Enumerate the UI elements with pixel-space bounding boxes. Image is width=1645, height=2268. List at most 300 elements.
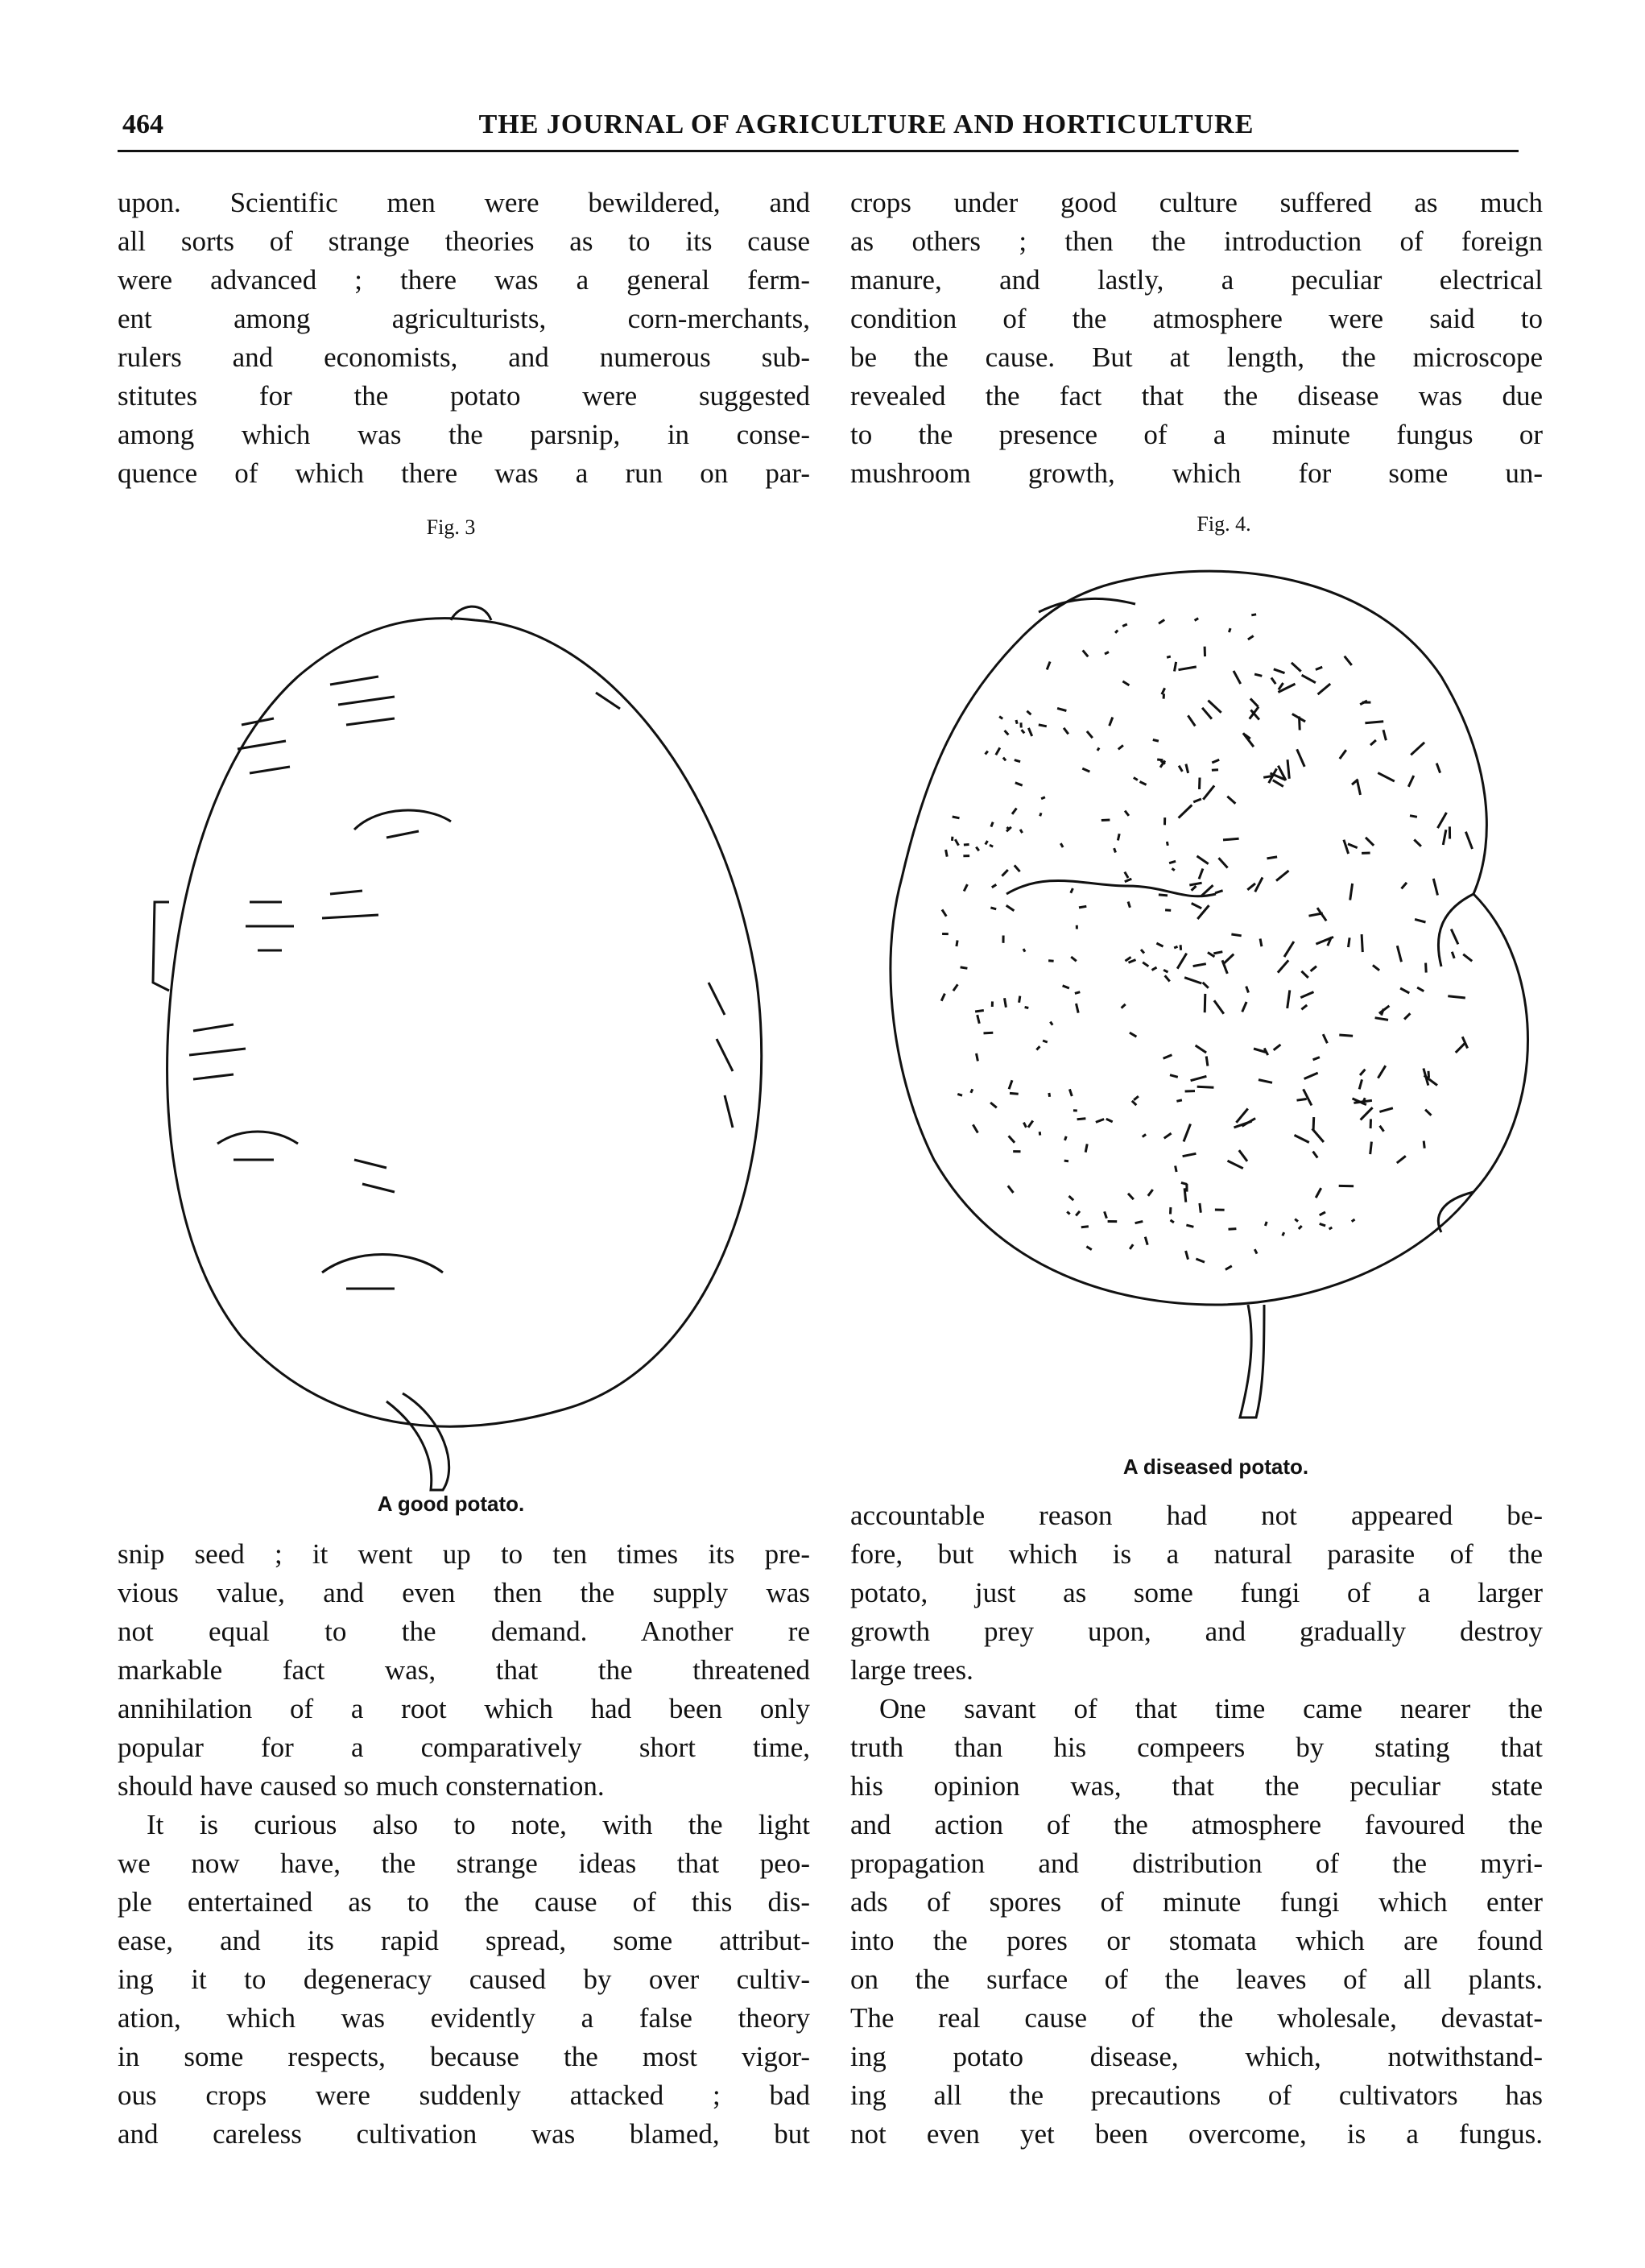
fungus-speckle [1228, 1161, 1243, 1169]
text-line: and action of the atmosphere favoured the [850, 1809, 1543, 1840]
fungus-speckle [1077, 1004, 1079, 1013]
fungus-speckle [1071, 957, 1077, 961]
fungus-speckle [1320, 1223, 1325, 1226]
fungus-speckle [1039, 725, 1047, 726]
fungus-speckle [1229, 628, 1230, 632]
fungus-speckle [1186, 1251, 1188, 1260]
fungus-speckle [1380, 1126, 1384, 1132]
fungus-speckle [1023, 949, 1025, 952]
fungus-speckle [999, 717, 1002, 719]
fungus-speckle [953, 817, 960, 818]
fungus-speckle [1184, 978, 1201, 983]
fungus-speckle [1069, 1089, 1072, 1096]
fungus-speckle [971, 1089, 973, 1093]
fungus-speckle [1159, 620, 1164, 624]
left-column-bottom-text [118, 1535, 810, 2154]
text-line: condition of the atmosphere were said to [850, 303, 1543, 334]
fungus-speckle [1176, 1100, 1182, 1101]
fungus-speckle [1036, 1046, 1039, 1049]
text-line: his opinion was, that the peculiar state [850, 1770, 1543, 1802]
fungus-speckle [1414, 840, 1421, 846]
text-line: on the surface of the leaves of all plants. [850, 1964, 1543, 1995]
fungus-speckle [1254, 1249, 1257, 1254]
fungus-speckle [1174, 946, 1177, 948]
right-column-top-text [850, 184, 1543, 493]
fungus-speckle [1229, 1229, 1237, 1230]
fungus-speckle [1255, 877, 1263, 892]
fungus-speckle [1195, 619, 1199, 621]
fungus-speckle [1128, 1194, 1134, 1199]
fungus-speckle [1165, 910, 1171, 911]
fungus-speckle [1378, 1066, 1385, 1078]
fungus-speckle [1373, 965, 1379, 970]
fungus-speckle [1130, 1033, 1137, 1037]
fungus-speckle [1197, 856, 1209, 864]
fungus-speckle [1005, 998, 1006, 1008]
fungus-speckle [1164, 1133, 1172, 1138]
fungus-speckle [1047, 662, 1050, 670]
fungus-speckle [1345, 656, 1352, 665]
fungus-speckle [1096, 1120, 1104, 1123]
text-line: ous crops were suddenly attacked ; bad [118, 2080, 810, 2111]
left-column-top-text [118, 184, 810, 493]
fungus-speckle [1039, 1132, 1040, 1135]
fungus-speckle [1118, 745, 1123, 749]
fungus-speckle [1318, 684, 1331, 694]
good-potato-illustration [145, 564, 805, 1498]
fungus-speckle [1208, 701, 1221, 713]
fungus-speckle [1206, 1057, 1208, 1066]
fungus-speckle [1125, 872, 1128, 878]
fungus-speckle [1192, 886, 1197, 891]
fungus-speckle [1254, 674, 1262, 676]
fungus-speckle [1428, 1071, 1429, 1078]
fungus-speckle [1200, 778, 1201, 789]
fungus-speckle [1023, 1123, 1026, 1128]
fungus-speckle [1379, 1006, 1390, 1014]
text-line: all sorts of strange theories as to its cause [118, 226, 810, 257]
fungus-speckle [1203, 785, 1214, 799]
fungus-speckle [1408, 776, 1414, 787]
text-line: markable fact was, that the threatened [118, 1654, 810, 1686]
fungus-speckle [1126, 957, 1131, 961]
fungus-speckle [1397, 946, 1401, 962]
fungus-speckle [1313, 1152, 1318, 1158]
fungus-speckle [1300, 992, 1313, 998]
fungus-speckle [1415, 919, 1425, 922]
fungus-speckle [1242, 1119, 1256, 1127]
text-line: propagation and distribution of the myri- [850, 1848, 1543, 1879]
text-line: ing it to degeneracy caused by over cultiv- [118, 1964, 810, 1995]
fungus-speckle [1110, 718, 1113, 726]
fungus-speckle [1085, 1144, 1087, 1152]
text-line: be the cause. But at length, the microscope [850, 341, 1543, 373]
fungus-speckle [1260, 939, 1262, 947]
fungus-speckle [1188, 715, 1195, 726]
fungus-speckle [941, 994, 944, 1001]
fungus-speckle [1175, 662, 1176, 672]
text-line: revealed the fact that the disease was due [850, 380, 1543, 412]
text-line: mushroom growth, which for some un- [850, 457, 1543, 489]
fungus-speckle [1279, 683, 1283, 689]
fungus-speckle [1083, 650, 1089, 656]
fungus-speckle [1143, 962, 1148, 966]
fungus-speckle [986, 751, 988, 755]
fungus-speckle [1049, 1093, 1050, 1097]
fungus-speckle [1203, 983, 1209, 988]
fungus-speckle [1097, 748, 1099, 751]
fungus-speckle [1122, 624, 1127, 627]
text-line: ent among agriculturists, corn-merchants, [118, 303, 810, 334]
fungus-speckle [1219, 858, 1228, 867]
text-line: and careless cultivation was blamed, but [118, 2118, 810, 2150]
fungus-speckle [1191, 1076, 1207, 1080]
fungus-speckle [1172, 868, 1175, 870]
fungus-speckle [1012, 809, 1017, 814]
fungus-speckle [1028, 1121, 1033, 1128]
fungus-speckle [1165, 975, 1170, 981]
text-line: popular for a comparatively short time, [118, 1732, 810, 1763]
fungus-speckle [1370, 740, 1376, 745]
text-line: The real cause of the wholesale, devastat- [850, 2002, 1543, 2034]
text-line: ease, and its rapid spread, some attribut- [118, 1925, 810, 1956]
fungus-speckle [1064, 728, 1068, 735]
fungus-speckle [1153, 740, 1159, 742]
fungus-speckle [1075, 992, 1080, 994]
fungus-speckle [1361, 1107, 1373, 1120]
text-line: should have caused so much consternation. [118, 1770, 605, 1802]
fungus-speckle [1019, 996, 1020, 1003]
fungus-speckle [1015, 783, 1023, 785]
fungus-speckle [1202, 708, 1212, 719]
fungus-speckle [1417, 987, 1424, 991]
fungus-speckle [1250, 698, 1259, 706]
fungus-speckle [1067, 1212, 1070, 1215]
fungus-speckle [1008, 1186, 1014, 1193]
fungus-speckle [942, 909, 946, 916]
fungus-speckle [1436, 764, 1440, 773]
figure-3-caption: A good potato. [377, 1492, 525, 1516]
fungus-speckle [1352, 1219, 1355, 1222]
fungus-speckle [977, 1053, 978, 1062]
fungus-speckle [1135, 1221, 1143, 1223]
fungus-speckle [1152, 967, 1157, 971]
fungus-speckle [1076, 1211, 1080, 1216]
fungus-speckle [1060, 843, 1063, 847]
text-line: One savant of that time came nearer the [879, 1693, 1543, 1724]
fungus-speckle [1316, 667, 1322, 669]
fungus-speckle [1082, 768, 1089, 772]
text-line: growth prey upon, and gradually destroy [850, 1616, 1543, 1647]
fungus-speckle [946, 850, 948, 857]
fungus-speckle [1189, 883, 1201, 885]
text-line: ing all the precautions of cultivators has [850, 2080, 1543, 2111]
fungus-speckle [973, 1124, 977, 1132]
fungus-speckle [1245, 735, 1250, 739]
fungus-speckle [1404, 1013, 1410, 1019]
text-line: not even yet been overcome, is a fungus. [850, 2118, 1543, 2150]
text-line: into the pores or stomata which are found [850, 1925, 1543, 1956]
fungus-speckle [1242, 1002, 1246, 1012]
fungus-speckle [1236, 1109, 1247, 1123]
fungus-speckle [1370, 1142, 1372, 1155]
fungus-speckle [1193, 799, 1201, 802]
fungus-speckle [1208, 953, 1215, 957]
text-line: stitutes for the potato were suggested [118, 380, 810, 412]
text-line: were advanced ; there was a general ferm- [118, 264, 810, 296]
fungus-speckle [996, 747, 1000, 755]
text-line: truth than his compeers by stating that [850, 1732, 1543, 1763]
figure-3-label: Fig. 3 [426, 515, 476, 539]
fungus-speckle [1193, 964, 1206, 966]
fungus-speckle [990, 908, 996, 909]
fungus-speckle [1443, 830, 1446, 845]
fungus-speckle [1297, 1099, 1307, 1101]
fungus-speckle [1145, 1237, 1147, 1245]
text-line: annihilation of a root which had been only [118, 1693, 810, 1724]
fungus-speckle [1340, 750, 1346, 759]
fungus-speckle [1105, 1211, 1107, 1218]
fungus-speckle [1278, 960, 1288, 972]
text-line: in some respects, because the most vigor- [118, 2041, 810, 2072]
fungus-speckle [1167, 842, 1168, 846]
fungus-speckle [1015, 760, 1020, 762]
fungus-speckle [1057, 708, 1066, 710]
fungus-speckle [1224, 954, 1234, 963]
fungus-speckle [1360, 701, 1367, 705]
fungus-speckle [1040, 813, 1041, 816]
fungus-speckle [1128, 902, 1130, 908]
fungus-speckle [1378, 773, 1395, 782]
fungus-speckle [1247, 884, 1255, 890]
text-line: large trees. [850, 1654, 973, 1686]
fungus-speckle [1157, 759, 1163, 760]
text-line: manure, and lastly, a peculiar electrical [850, 264, 1543, 296]
fungus-speckle [1264, 1048, 1268, 1055]
running-head: THE JOURNAL OF AGRICULTURE AND HORTICULTURE [478, 110, 1254, 139]
fungus-speckle [1010, 1093, 1019, 1094]
fungus-speckle [1465, 832, 1472, 849]
fungus-speckle [1002, 870, 1007, 876]
fungus-speckle [1301, 971, 1308, 978]
fungus-speckle [1179, 766, 1182, 772]
fungus-speckle [1176, 1166, 1177, 1173]
fungus-speckle [1043, 1041, 1048, 1042]
fungus-speckle [1125, 879, 1132, 882]
fungus-speckle [1276, 871, 1289, 881]
fungus-speckle [1118, 834, 1119, 840]
fungus-speckle [1295, 1135, 1309, 1142]
fungus-speckle [1186, 764, 1188, 773]
fungus-speckle [992, 884, 997, 888]
fungus-speckle [1183, 1153, 1197, 1156]
fungus-speckle [1329, 1227, 1333, 1229]
fungus-speckle [1200, 1203, 1201, 1213]
right-column-bottom-text [850, 1496, 1543, 2154]
fungus-speckle [1050, 1022, 1052, 1025]
fungus-speckle [1309, 913, 1323, 916]
fungus-speckle [1231, 934, 1241, 936]
fungus-speckle [1433, 879, 1437, 896]
fungus-speckle [1101, 820, 1110, 821]
fungus-speckle [1134, 778, 1138, 780]
fungus-speckle [1360, 1070, 1365, 1075]
fungus-speckle [1192, 904, 1202, 908]
fungus-speckle [1027, 711, 1031, 714]
fungus-speckle [1213, 952, 1222, 954]
fungus-speckle [1304, 1073, 1318, 1078]
fungus-speckle [1171, 1220, 1174, 1223]
fungus-speckle [1239, 1150, 1247, 1161]
fungus-speckle [1212, 770, 1218, 771]
fungus-speckle [1063, 986, 1069, 988]
fungus-speckle [1426, 963, 1427, 973]
fungus-speckle [1114, 848, 1116, 852]
fungus-speckle [1299, 1226, 1302, 1229]
text-line: vious value, and even then the supply was [118, 1577, 810, 1608]
fungus-speckle [1283, 1232, 1284, 1235]
fungus-speckle [1196, 1259, 1205, 1262]
fungus-speckle [1163, 1055, 1172, 1059]
fungus-speckle [1022, 730, 1025, 733]
fungus-speckle [1234, 671, 1241, 684]
fungus-speckle [1186, 1225, 1193, 1227]
fungus-speckle [1009, 1080, 1012, 1089]
fungus-speckle [1162, 688, 1165, 694]
fungus-speckle [1179, 667, 1197, 670]
text-line: crops under good culture suffered as much [850, 187, 1543, 218]
figure-4-label: Fig. 4. [1197, 512, 1251, 536]
fungus-speckle [1148, 1190, 1153, 1196]
fungus-speckle [953, 984, 958, 991]
text-line: among which was the parsnip, in conse- [118, 419, 810, 450]
fungus-speckle [1397, 1156, 1406, 1163]
fungus-speckle [1079, 906, 1086, 908]
text-line: ing potato disease, which, notwithstand- [850, 2041, 1543, 2072]
fungus-speckle [1122, 681, 1129, 685]
fungus-speckle [1297, 749, 1305, 767]
fungus-speckle [1456, 1042, 1466, 1053]
fungus-speckle [1375, 1018, 1388, 1020]
fungus-speckle [1170, 1075, 1178, 1078]
fungus-speckle [1284, 942, 1294, 957]
fungus-speckle [1292, 663, 1301, 672]
text-line: upon. Scientific men were bewildered, and [118, 187, 810, 218]
fungus-speckle [1313, 1117, 1314, 1130]
fungus-speckle [1077, 1119, 1086, 1120]
text-line: we now have, the strange ideas that peo- [118, 1848, 810, 1879]
fungus-speckle [1383, 730, 1386, 740]
fungus-speckle [1015, 865, 1020, 871]
fungus-speckle [1400, 988, 1409, 993]
text-line: It is curious also to note, with the light [147, 1809, 810, 1840]
fungus-speckle [1295, 1219, 1298, 1222]
fungus-speckle [1048, 961, 1054, 962]
fungus-speckle [1129, 960, 1136, 963]
fungus-speckle [1320, 1212, 1325, 1215]
fungus-speckle [1452, 952, 1454, 958]
fungus-speckle [1312, 1128, 1324, 1142]
fungus-speckle [1020, 830, 1023, 833]
fungus-speckle [1274, 669, 1285, 673]
fungus-speckle [1125, 811, 1129, 816]
text-line: rulers and economists, and numerous sub- [118, 341, 810, 373]
fungus-speckle [1199, 869, 1203, 879]
fungus-speckle [1259, 1080, 1272, 1083]
fungus-speckle [1069, 1196, 1074, 1200]
fungus-speckle [1311, 966, 1316, 971]
fungus-speckle [1177, 954, 1187, 969]
fungus-speckle [1122, 1004, 1126, 1008]
fungus-speckle [1215, 891, 1223, 893]
fungus-speckle [1425, 1110, 1431, 1115]
fungus-speckle [1156, 943, 1163, 946]
fungus-speckle [1132, 1101, 1137, 1105]
fungus-speckle [1140, 782, 1147, 785]
fungus-speckle [964, 884, 967, 891]
fungus-speckle [1086, 1247, 1091, 1250]
fungus-speckle [1167, 656, 1171, 657]
fungus-speckle [990, 845, 993, 846]
fungus-speckle [1197, 1086, 1214, 1087]
page-number: 464 [122, 110, 163, 139]
fungus-speckle [1246, 987, 1249, 993]
fungus-speckle [1463, 954, 1472, 962]
text-line: accountable reason had not appeared be- [850, 1500, 1543, 1531]
text-line: not equal to the demand. Another re [118, 1616, 810, 1647]
text-line: potato, just as some fungi of a larger [850, 1577, 1543, 1608]
fungus-speckle [1344, 840, 1349, 854]
fungus-speckle [1179, 805, 1192, 818]
fungus-speckle [1448, 996, 1465, 998]
text-line: ple entertained as to the cause of this dis- [118, 1886, 810, 1918]
figure-4-caption: A diseased potato. [1122, 1455, 1309, 1479]
text-line: as others ; then the introduction of foreign [850, 226, 1543, 257]
fungus-speckle [1106, 1119, 1113, 1122]
fungus-speckle [1273, 780, 1283, 787]
text-line: snip seed ; it went up to ten times its pre- [118, 1538, 810, 1570]
fungus-speckle [1141, 950, 1144, 954]
text-line: quence of which there was a run on par- [118, 457, 810, 489]
fungus-speckle [1339, 1035, 1353, 1036]
fungus-speckle [1287, 759, 1289, 779]
fungus-speckle [1105, 652, 1109, 655]
fungus-speckle [1130, 1244, 1133, 1249]
fungus-speckle [1071, 888, 1073, 893]
fungus-speckle [964, 845, 969, 846]
fungus-speckle [1304, 1089, 1312, 1105]
text-line: fore, but which is a natural parasite of the [850, 1538, 1543, 1570]
fungus-speckle [1016, 720, 1017, 724]
fungus-speckle [1159, 895, 1168, 896]
fungus-speckle [1365, 722, 1383, 723]
text-line: ation, which was evidently a false theory [118, 2002, 810, 2034]
fungus-speckle [1227, 797, 1235, 804]
fungus-speckle [955, 839, 958, 846]
fungus-speckle [976, 847, 979, 851]
fungus-speckle [1271, 678, 1275, 685]
fungus-speckle [1287, 990, 1290, 1008]
fungus-speckle [1006, 905, 1015, 911]
fungus-speckle [957, 1094, 962, 1095]
fungus-speckle [977, 1015, 980, 1024]
fungus-speckle [1196, 1045, 1207, 1053]
fungus-speckle [1087, 731, 1093, 738]
fungus-speckle [1212, 759, 1219, 763]
page-header [118, 105, 1519, 152]
text-line: ads of spores of minute fungi which enter [850, 1886, 1543, 1918]
fungus-speckle [1349, 937, 1350, 947]
